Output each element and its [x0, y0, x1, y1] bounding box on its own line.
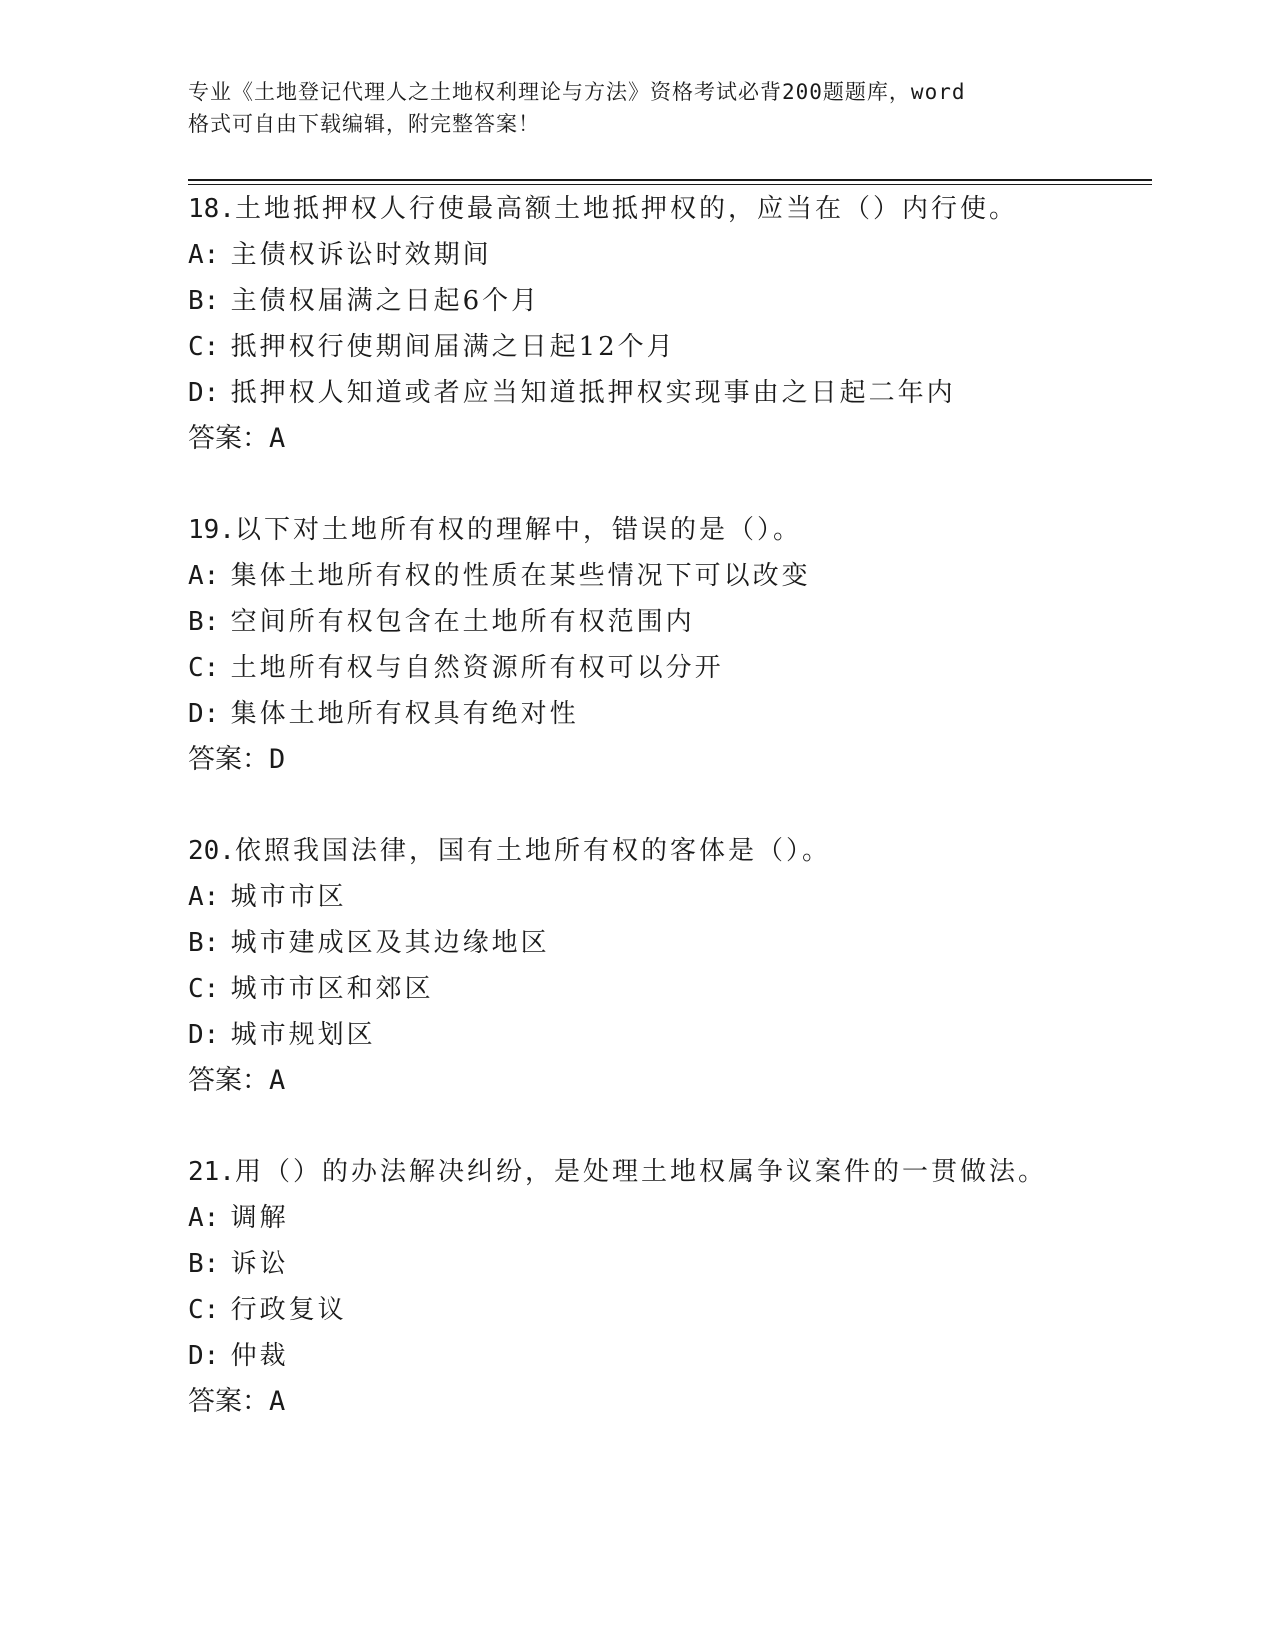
question-text: 用（）的办法解决纠纷，是处理土地权属争议案件的一贯做法。: [234, 1157, 1047, 1187]
question-19: [188, 507, 1148, 783]
option-letter: A:: [188, 882, 220, 912]
document-header: [188, 76, 1068, 140]
option-text: 土地所有权与自然资源所有权可以分开: [230, 653, 724, 683]
option-letter: C:: [188, 1295, 220, 1325]
option-b: [188, 920, 1148, 966]
option-text: 城市市区: [230, 882, 347, 912]
option-c: [188, 645, 1148, 691]
option-text: 集体土地所有权具有绝对性: [230, 699, 579, 729]
answer-label: 答案：: [188, 423, 269, 454]
header-divider-thick: [188, 179, 1152, 181]
option-c: [188, 1287, 1148, 1333]
option-c: [188, 966, 1148, 1012]
option-d: [188, 370, 1148, 416]
question-text: 以下对土地所有权的理解中，错误的是（）。: [234, 515, 802, 545]
header-divider-thin: [188, 184, 1152, 185]
question-18: [188, 186, 1148, 462]
option-letter: C:: [188, 653, 220, 683]
question-stem: [188, 507, 1148, 553]
option-text: 诉讼: [230, 1249, 289, 1279]
option-a: [188, 874, 1148, 920]
header-line-1: 专业《土地登记代理人之土地权利理论与方法》资格考试必背200题题库，word: [188, 80, 966, 104]
option-letter: C:: [188, 332, 220, 362]
option-letter: A:: [188, 240, 220, 270]
option-d: [188, 1012, 1148, 1058]
option-letter: C:: [188, 974, 220, 1004]
option-text: 抵押权人知道或者应当知道抵押权实现事由之日起二年内: [230, 378, 956, 408]
question-number: 21.: [188, 1157, 235, 1187]
option-text: 城市市区和郊区: [230, 974, 434, 1004]
answer-line: [188, 1379, 1148, 1425]
answer-line: [188, 737, 1148, 783]
answer-value: A: [269, 1386, 286, 1417]
question-21: [188, 1149, 1148, 1425]
option-letter: D:: [188, 1020, 220, 1050]
answer-value: D: [269, 744, 286, 775]
option-text: 行政复议: [230, 1295, 347, 1325]
option-letter: A:: [188, 1203, 220, 1233]
option-letter: B:: [188, 286, 220, 316]
option-b: [188, 1241, 1148, 1287]
option-d: [188, 691, 1148, 737]
question-20: [188, 828, 1148, 1104]
option-c: [188, 324, 1148, 370]
question-stem: [188, 186, 1148, 232]
option-text: 城市规划区: [230, 1020, 376, 1050]
option-letter: D:: [188, 699, 220, 729]
answer-line: [188, 416, 1148, 462]
option-letter: B:: [188, 928, 220, 958]
answer-value: A: [269, 1065, 286, 1096]
question-text: 依照我国法律，国有土地所有权的客体是（）。: [234, 836, 831, 866]
question-stem: [188, 1149, 1148, 1195]
option-text: 空间所有权包含在土地所有权范围内: [230, 607, 695, 637]
option-letter: A:: [188, 561, 220, 591]
option-text: 调解: [230, 1203, 289, 1233]
option-d: [188, 1333, 1148, 1379]
option-text: 主债权届满之日起6个月: [230, 286, 541, 316]
option-letter: D:: [188, 378, 220, 408]
option-text: 抵押权行使期间届满之日起12个月: [230, 332, 676, 362]
option-a: [188, 1195, 1148, 1241]
option-a: [188, 553, 1148, 599]
question-stem: [188, 828, 1148, 874]
answer-label: 答案：: [188, 1065, 269, 1096]
question-number: 19.: [188, 515, 235, 545]
question-number: 18.: [188, 194, 235, 224]
option-a: [188, 232, 1148, 278]
question-text: 土地抵押权人行使最高额土地抵押权的，应当在（）内行使。: [234, 194, 1018, 224]
option-text: 仲裁: [230, 1341, 289, 1371]
option-text: 主债权诉讼时效期间: [230, 240, 492, 270]
option-letter: D:: [188, 1341, 220, 1371]
option-text: 集体土地所有权的性质在某些情况下可以改变: [230, 561, 811, 591]
option-letter: B:: [188, 607, 220, 637]
option-letter: B:: [188, 1249, 220, 1279]
answer-value: A: [269, 423, 286, 454]
option-b: [188, 599, 1148, 645]
header-line-2: 格式可自由下载编辑，附完整答案！: [188, 112, 540, 136]
question-number: 20.: [188, 836, 235, 866]
answer-label: 答案：: [188, 1386, 269, 1417]
option-b: [188, 278, 1148, 324]
answer-label: 答案：: [188, 744, 269, 775]
question-list: [188, 186, 1148, 1470]
answer-line: [188, 1058, 1148, 1104]
option-text: 城市建成区及其边缘地区: [230, 928, 550, 958]
